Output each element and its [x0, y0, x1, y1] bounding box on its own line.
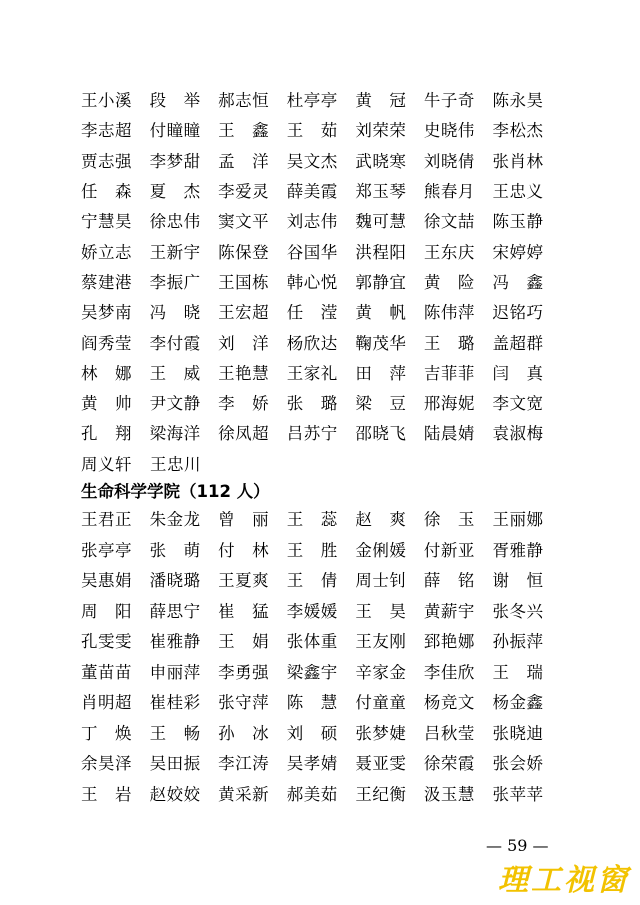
person-name: 薛 铭: [423, 571, 475, 591]
person-name: 田 萍: [355, 363, 407, 383]
person-name: 周士钊: [355, 571, 407, 591]
person-name: 张 璐: [286, 394, 338, 414]
person-name: 聂亚雯: [355, 754, 407, 774]
name-row: [81, 656, 561, 687]
section-title: 生命科学学院（112 人）: [81, 482, 270, 501]
person-name: 夏 杰: [149, 182, 201, 202]
person-name: 王 茹: [286, 121, 338, 141]
person-name: 邵晓飞: [355, 424, 407, 444]
name-row: [81, 448, 561, 478]
person-name: 王宏超: [218, 303, 270, 323]
person-name: 李松杰: [492, 121, 544, 141]
person-name: 张 萌: [149, 540, 201, 560]
person-name: 朱金龙: [149, 510, 201, 530]
name-row: [81, 326, 561, 356]
person-name: 李佳欣: [423, 662, 475, 682]
name-row: [81, 564, 561, 595]
person-name: 王纪衡: [355, 784, 407, 804]
person-name: 吴孝婧: [286, 754, 338, 774]
person-name: 杨竞文: [423, 693, 475, 713]
person-name: 周 阳: [81, 601, 132, 621]
person-name: 王 娟: [218, 632, 270, 652]
watermark-logo: 理工视窗: [498, 863, 630, 898]
person-name: 吴田振: [149, 754, 201, 774]
person-name: 陈玉静: [492, 212, 544, 232]
person-name: 鞠茂华: [355, 333, 407, 353]
person-name: 郝志恒: [218, 91, 270, 111]
person-name: 王 岩: [81, 784, 132, 804]
person-name: 张体重: [286, 632, 338, 652]
person-name: 王君正: [81, 510, 132, 530]
name-row: [81, 595, 561, 626]
person-name: 林 娜: [81, 363, 132, 383]
person-name: 李付霞: [149, 333, 201, 353]
person-name: 曾 丽: [218, 510, 270, 530]
person-name: 窦文平: [218, 212, 270, 232]
person-name: 娇立志: [81, 242, 132, 262]
person-name: 徐忠伟: [149, 212, 201, 232]
person-name: 张苹苹: [492, 784, 544, 804]
person-name: 黄采新: [218, 784, 270, 804]
person-name: 梁 豆: [355, 394, 407, 414]
person-name: 史晓伟: [423, 121, 475, 141]
person-name: 张亭亭: [81, 540, 132, 560]
person-name: 陈 慧: [286, 693, 338, 713]
person-name: 王 璐: [423, 333, 475, 353]
person-name: 王 倩: [286, 571, 338, 591]
person-name: 王国栋: [218, 272, 270, 292]
person-name: 宋婷婷: [492, 242, 544, 262]
name-row: [81, 717, 561, 748]
person-name: 杨金鑫: [492, 693, 544, 713]
name-row: [81, 84, 561, 114]
person-name: 李梦甜: [149, 151, 201, 171]
name-row: [81, 357, 561, 387]
name-row: [81, 747, 561, 778]
person-name: 徐凤超: [218, 424, 270, 444]
person-name: 王友刚: [355, 632, 407, 652]
person-name: 王夏爽: [218, 571, 270, 591]
person-name: 付瞳瞳: [149, 121, 201, 141]
person-name: 吴惠娟: [81, 571, 132, 591]
person-name: 董苗苗: [81, 662, 132, 682]
person-name: 阎秀莹: [81, 333, 132, 353]
person-name: 黄 险: [423, 272, 475, 292]
person-name: 陆晨婧: [423, 424, 475, 444]
name-row: [81, 625, 561, 656]
person-name: 武晓寒: [355, 151, 407, 171]
name-row: [81, 534, 561, 565]
name-row: [81, 205, 561, 235]
person-name: 李媛媛: [286, 601, 338, 621]
person-name: 崔桂彩: [149, 693, 201, 713]
person-name: 王家礼: [286, 363, 338, 383]
person-name: 陈永昊: [492, 91, 544, 111]
person-name: 孔 翔: [81, 424, 132, 444]
name-row: [81, 266, 561, 296]
person-name: 辛家金: [355, 662, 407, 682]
person-name: 闫 真: [492, 363, 544, 383]
person-name: 吴梦南: [81, 303, 132, 323]
person-name: 刘 洋: [218, 333, 270, 353]
person-name: 潘晓璐: [149, 571, 201, 591]
person-name: 袁淑梅: [492, 424, 544, 444]
person-name: 张梦婕: [355, 723, 407, 743]
person-name: 王 蕊: [286, 510, 338, 530]
person-name: 黄 冠: [355, 91, 407, 111]
person-name: 蔡建港: [81, 272, 132, 292]
person-name: 付童童: [355, 693, 407, 713]
person-name: 宁慧昊: [81, 212, 132, 232]
name-row: [81, 417, 561, 447]
person-name: 郑玉琴: [355, 182, 407, 202]
person-name: 尹文静: [149, 394, 201, 414]
person-name: 梁海洋: [149, 424, 201, 444]
person-name: 洪程阳: [355, 242, 407, 262]
name-row: [81, 686, 561, 717]
person-name: 谷国华: [286, 242, 338, 262]
name-list-section-2: [81, 503, 561, 808]
person-name: 李江涛: [218, 754, 270, 774]
person-name: 徐 玉: [423, 510, 475, 530]
person-name: 王 威: [149, 363, 201, 383]
person-name: 吴文杰: [286, 151, 338, 171]
person-name: 吕苏宁: [286, 424, 338, 444]
person-name: 徐荣霞: [423, 754, 475, 774]
person-name: 丁 焕: [81, 723, 132, 743]
person-name: 王丽娜: [492, 510, 544, 530]
person-name: 申丽萍: [149, 662, 201, 682]
person-name: 李爱灵: [218, 182, 270, 202]
page-number: — 59 —: [486, 836, 549, 855]
person-name: 郝美茹: [286, 784, 338, 804]
person-name: 牛子奇: [423, 91, 475, 111]
person-name: 郅艳娜: [423, 632, 475, 652]
person-name: 张肖林: [492, 151, 544, 171]
person-name: 汲玉慧: [423, 784, 475, 804]
person-name: 王 鑫: [218, 121, 270, 141]
name-list-section-1: [81, 84, 561, 478]
person-name: 刘 硕: [286, 723, 338, 743]
person-name: 段 举: [149, 91, 201, 111]
person-name: 孙振萍: [492, 632, 544, 652]
person-name: 孙 冰: [218, 723, 270, 743]
name-row: [81, 778, 561, 809]
name-row: [81, 114, 561, 144]
person-name: 迟铭巧: [492, 303, 544, 323]
person-name: 冯 鑫: [492, 272, 544, 292]
person-name: 王东庆: [423, 242, 475, 262]
person-name: 吕秋莹: [423, 723, 475, 743]
person-name: 黄薪宇: [423, 601, 475, 621]
name-row: [81, 145, 561, 175]
person-name: 孟 洋: [218, 151, 270, 171]
person-name: 黄 帆: [355, 303, 407, 323]
person-name: 刘荣荣: [355, 121, 407, 141]
person-name: 王小溪: [81, 91, 132, 111]
person-name: 付新亚: [423, 540, 475, 560]
person-name: 刘晓倩: [423, 151, 475, 171]
person-name: 王忠川: [150, 454, 201, 474]
person-name: 李 娇: [218, 394, 270, 414]
person-name: 魏可慧: [355, 212, 407, 232]
person-name: 徐文喆: [423, 212, 475, 232]
person-name: 杨欣达: [286, 333, 338, 353]
person-name: 贾志强: [81, 151, 132, 171]
person-name: 李文宽: [492, 394, 544, 414]
person-name: 张守萍: [218, 693, 270, 713]
person-name: 孔雯雯: [81, 632, 132, 652]
person-name: 李振广: [149, 272, 201, 292]
person-name: 陈保登: [218, 242, 270, 262]
person-name: 邢海妮: [423, 394, 475, 414]
person-name: 周义轩: [81, 454, 132, 474]
person-name: 赵姣姣: [149, 784, 201, 804]
name-row: [81, 387, 561, 417]
person-name: 胥雅静: [492, 540, 544, 560]
person-name: 李勇强: [218, 662, 270, 682]
person-name: 王新宇: [149, 242, 201, 262]
name-row: [81, 175, 561, 205]
person-name: 薛思宁: [149, 601, 201, 621]
person-name: 任 滢: [286, 303, 338, 323]
person-name: 张会娇: [492, 754, 544, 774]
person-name: 韩心悦: [286, 272, 338, 292]
person-name: 李志超: [81, 121, 132, 141]
person-name: 吉菲菲: [423, 363, 475, 383]
person-name: 王 瑞: [492, 662, 544, 682]
person-name: 崔 猛: [218, 601, 270, 621]
person-name: 薛美霞: [286, 182, 338, 202]
person-name: 肖明超: [81, 693, 132, 713]
person-name: 郭静宜: [355, 272, 407, 292]
person-name: 王 胜: [286, 540, 338, 560]
person-name: 赵 爽: [355, 510, 407, 530]
person-name: 黄 帅: [81, 394, 132, 414]
name-row: [81, 296, 561, 326]
person-name: 崔雅静: [149, 632, 201, 652]
person-name: 谢 恒: [492, 571, 544, 591]
person-name: 张晓迪: [492, 723, 544, 743]
person-name: 陈伟萍: [423, 303, 475, 323]
person-name: 任 森: [81, 182, 132, 202]
person-name: 王忠义: [492, 182, 544, 202]
person-name: 盖超群: [492, 333, 544, 353]
person-name: 王艳慧: [218, 363, 270, 383]
name-row: [81, 235, 561, 265]
person-name: 王 畅: [149, 723, 201, 743]
person-name: 杜亭亭: [286, 91, 338, 111]
name-row: [81, 503, 561, 534]
person-name: 金俐媛: [355, 540, 407, 560]
person-name: 王 昊: [355, 601, 407, 621]
person-name: 梁鑫宇: [286, 662, 338, 682]
person-name: 余昊泽: [81, 754, 132, 774]
person-name: 张冬兴: [492, 601, 544, 621]
person-name: 刘志伟: [286, 212, 338, 232]
person-name: 冯 晓: [149, 303, 201, 323]
person-name: 付 林: [218, 540, 270, 560]
person-name: 熊春月: [423, 182, 475, 202]
